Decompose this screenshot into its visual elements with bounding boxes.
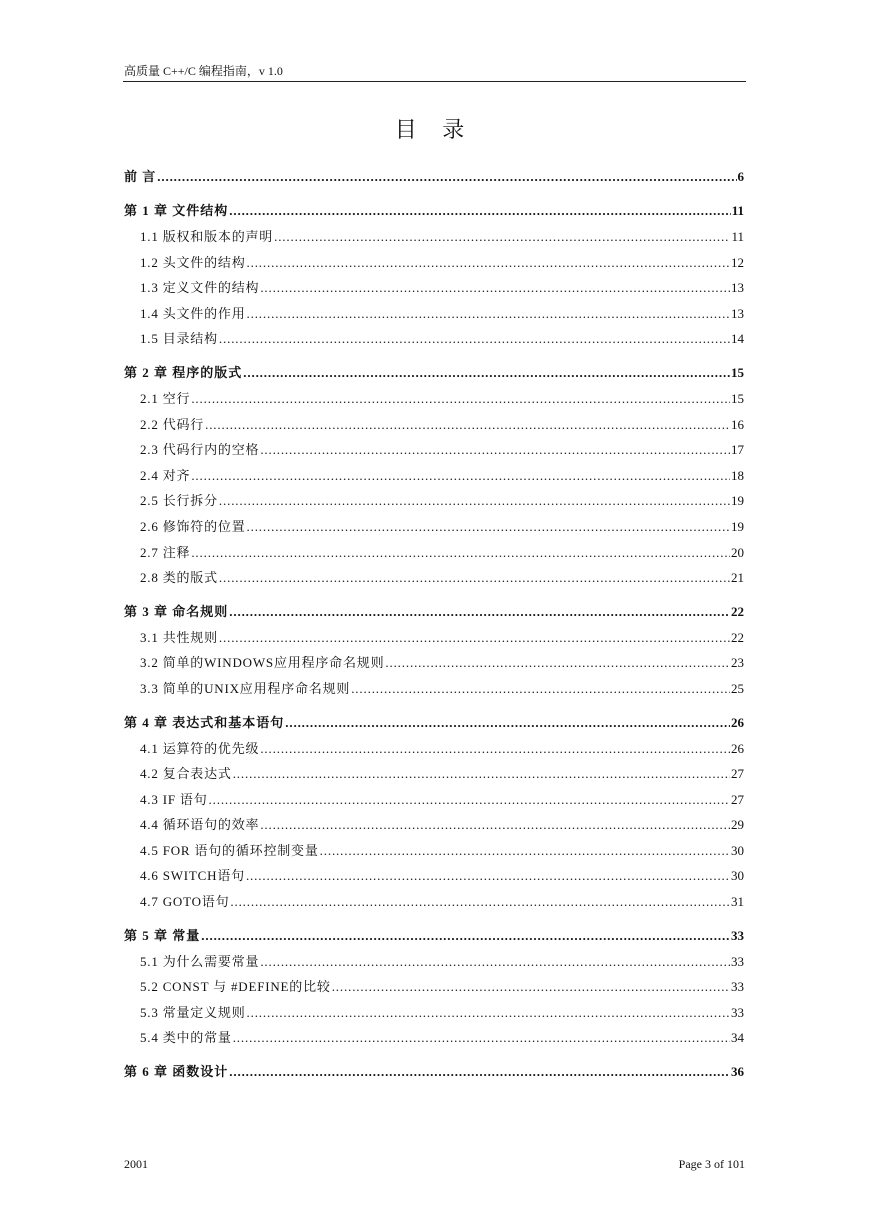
toc-section-entry[interactable] bbox=[124, 465, 744, 491]
dot-leader bbox=[260, 954, 730, 970]
toc-section-entry[interactable] bbox=[124, 891, 744, 917]
dot-leader bbox=[260, 442, 730, 458]
toc-entry-label: 3.1 共性规则 bbox=[140, 629, 218, 645]
dot-leader bbox=[243, 365, 730, 381]
toc-entry-page: 11 bbox=[731, 229, 744, 244]
toc-section-entry[interactable] bbox=[124, 303, 744, 329]
toc-chapter-entry[interactable] bbox=[124, 925, 744, 951]
toc-entry-page: 27 bbox=[731, 766, 744, 782]
dot-leader bbox=[285, 715, 730, 731]
toc-entry-label: 1.4 头文件的作用 bbox=[140, 305, 246, 321]
toc-entry-label: 4.4 循环语句的效率 bbox=[140, 817, 260, 833]
toc-entry-label: 2.8 类的版式 bbox=[140, 570, 218, 586]
toc-section-entry[interactable] bbox=[124, 1027, 744, 1053]
toc-entry-label: 4.7 GOTO语句 bbox=[140, 894, 230, 910]
header-rule bbox=[123, 81, 746, 82]
dot-leader bbox=[229, 1064, 730, 1080]
toc-chapter-entry[interactable] bbox=[124, 601, 744, 627]
toc-section-entry[interactable] bbox=[124, 490, 744, 516]
toc-entry-label: 第 2 章 程序的版式 bbox=[124, 364, 243, 380]
toc-entry-label: 2.7 注释 bbox=[140, 544, 191, 560]
toc-entry-page: 34 bbox=[731, 1030, 744, 1046]
dot-leader bbox=[351, 681, 730, 697]
toc-entry-page: 11 bbox=[731, 203, 744, 218]
toc-section-entry[interactable] bbox=[124, 252, 744, 278]
dot-leader bbox=[332, 979, 730, 995]
toc-entry-label: 第 1 章 文件结构 bbox=[124, 203, 229, 218]
toc-entry-label: 2.2 代码行 bbox=[140, 416, 205, 432]
toc-entry-page: 26 bbox=[731, 714, 744, 730]
toc-entry-page: 22 bbox=[731, 603, 744, 619]
toc-entry-label: 5.1 为什么需要常量 bbox=[140, 953, 260, 969]
toc-chapter-entry[interactable] bbox=[124, 200, 744, 226]
toc-entry-label: 4.6 SWITCH语句 bbox=[140, 868, 245, 884]
toc-section-entry[interactable] bbox=[124, 516, 744, 542]
toc-section-entry[interactable] bbox=[124, 865, 744, 891]
toc-entry-page: 25 bbox=[731, 680, 744, 696]
toc-entry-page: 30 bbox=[731, 842, 744, 858]
dot-leader bbox=[219, 493, 730, 509]
toc-entry-label: 1.1 版权和版本的声明 bbox=[140, 229, 274, 244]
toc-entry-label: 2.4 对齐 bbox=[140, 467, 191, 483]
toc-section-entry[interactable] bbox=[124, 951, 744, 977]
toc-entry-page: 14 bbox=[731, 331, 744, 347]
toc-entry-page: 27 bbox=[731, 791, 744, 807]
toc-section-entry[interactable] bbox=[124, 678, 744, 704]
toc-entry-label: 2.3 代码行内的空格 bbox=[140, 442, 260, 458]
dot-leader bbox=[219, 630, 730, 646]
toc-section-entry[interactable] bbox=[124, 439, 744, 465]
toc-entry-page: 36 bbox=[731, 1064, 744, 1080]
dot-leader bbox=[260, 741, 730, 757]
table-of-contents bbox=[124, 166, 744, 1087]
toc-section-entry[interactable] bbox=[124, 627, 744, 653]
toc-entry-label: 5.2 CONST 与 #DEFINE的比较 bbox=[140, 979, 331, 995]
dot-leader bbox=[233, 1030, 730, 1046]
dot-leader bbox=[247, 1005, 731, 1021]
toc-entry-label: 2.1 空行 bbox=[140, 390, 191, 406]
dot-leader bbox=[229, 203, 730, 219]
toc-entry-label: 5.4 类中的常量 bbox=[140, 1030, 232, 1046]
dot-leader bbox=[219, 331, 730, 347]
dot-leader bbox=[260, 817, 730, 833]
toc-entry-page: 29 bbox=[731, 817, 744, 833]
toc-entry-page: 18 bbox=[731, 467, 744, 483]
dot-leader bbox=[191, 391, 730, 407]
toc-entry-label: 第 4 章 表达式和基本语句 bbox=[124, 714, 285, 730]
toc-entry-label: 4.2 复合表达式 bbox=[140, 766, 232, 782]
dot-leader bbox=[219, 570, 730, 586]
dot-leader bbox=[205, 417, 730, 433]
toc-section-entry[interactable] bbox=[124, 388, 744, 414]
toc-entry-page: 20 bbox=[731, 544, 744, 560]
dot-leader bbox=[247, 306, 731, 322]
toc-entry-label: 1.3 定义文件的结构 bbox=[140, 280, 260, 296]
toc-section-entry[interactable] bbox=[124, 567, 744, 593]
toc-entry-page: 33 bbox=[731, 1004, 744, 1020]
footer-year: 2001 bbox=[124, 1157, 148, 1171]
toc-entry-page: 15 bbox=[731, 390, 744, 406]
toc-entry-label: 1.5 目录结构 bbox=[140, 331, 218, 347]
toc-chapter-entry[interactable] bbox=[124, 362, 744, 388]
dot-leader bbox=[233, 766, 730, 782]
toc-entry-label: 前 言 bbox=[124, 169, 157, 184]
toc-section-entry[interactable] bbox=[124, 738, 744, 764]
toc-section-entry[interactable] bbox=[124, 328, 744, 354]
dot-leader bbox=[229, 604, 730, 620]
footer-page-number: Page 3 of 101 bbox=[678, 1157, 745, 1171]
toc-section-entry[interactable] bbox=[124, 763, 744, 789]
toc-section-entry[interactable] bbox=[124, 814, 744, 840]
toc-section-entry[interactable] bbox=[124, 226, 744, 252]
toc-entry-label: 3.3 简单的UNIX应用程序命名规则 bbox=[140, 680, 351, 696]
toc-entry-page: 17 bbox=[731, 442, 744, 458]
toc-entry-page: 19 bbox=[731, 493, 744, 509]
toc-entry-label: 2.5 长行拆分 bbox=[140, 493, 218, 509]
toc-entry-page: 16 bbox=[731, 416, 744, 432]
toc-entry-page: 12 bbox=[731, 254, 744, 270]
dot-leader bbox=[209, 792, 730, 808]
dot-leader bbox=[191, 545, 730, 561]
toc-entry-label: 1.2 头文件的结构 bbox=[140, 254, 246, 270]
toc-chapter-entry[interactable] bbox=[124, 712, 744, 738]
dot-leader bbox=[247, 519, 731, 535]
toc-entry-label: 第 6 章 函数设计 bbox=[124, 1064, 229, 1080]
toc-section-entry[interactable] bbox=[124, 652, 744, 678]
toc-entry-page: 33 bbox=[731, 927, 744, 943]
toc-entry-label: 4.5 FOR 语句的循环控制变量 bbox=[140, 842, 319, 858]
dot-leader bbox=[260, 280, 730, 296]
toc-entry-page: 13 bbox=[731, 305, 744, 321]
toc-entry-page: 15 bbox=[731, 364, 744, 380]
dot-leader bbox=[274, 229, 730, 245]
toc-entry-page: 22 bbox=[731, 629, 744, 645]
toc-entry-label: 4.3 IF 语句 bbox=[140, 791, 208, 807]
dot-leader bbox=[247, 255, 731, 271]
dot-leader bbox=[191, 468, 730, 484]
toc-entry-page: 13 bbox=[731, 280, 744, 296]
dot-leader bbox=[385, 655, 730, 671]
toc-chapter-entry[interactable] bbox=[124, 166, 744, 192]
toc-entry-page: 6 bbox=[737, 169, 744, 184]
toc-entry-page: 30 bbox=[731, 868, 744, 884]
toc-entry-page: 33 bbox=[731, 953, 744, 969]
toc-section-entry[interactable] bbox=[124, 542, 744, 568]
dot-leader bbox=[320, 843, 730, 859]
toc-entry-page: 26 bbox=[731, 740, 744, 756]
toc-entry-label: 第 5 章 常量 bbox=[124, 927, 201, 943]
toc-section-entry[interactable] bbox=[124, 277, 744, 303]
toc-entry-label: 5.3 常量定义规则 bbox=[140, 1004, 246, 1020]
toc-section-entry[interactable] bbox=[124, 1002, 744, 1028]
running-header: 高质量 C++/C 编程指南，v 1.0 bbox=[124, 64, 283, 78]
toc-entry-page: 19 bbox=[731, 518, 744, 534]
toc-entry-page: 33 bbox=[731, 979, 744, 995]
toc-chapter-entry[interactable] bbox=[124, 1061, 744, 1087]
toc-section-entry[interactable] bbox=[124, 789, 744, 815]
toc-entry-page: 31 bbox=[731, 894, 744, 910]
dot-leader bbox=[201, 928, 730, 944]
dot-leader bbox=[246, 868, 730, 884]
dot-leader bbox=[230, 894, 730, 910]
dot-leader bbox=[157, 169, 736, 185]
toc-title: 目 录 bbox=[394, 117, 475, 142]
toc-section-entry[interactable] bbox=[124, 976, 744, 1002]
toc-entry-label: 2.6 修饰符的位置 bbox=[140, 518, 246, 534]
toc-entry-label: 4.1 运算符的优先级 bbox=[140, 740, 260, 756]
toc-section-entry[interactable] bbox=[124, 840, 744, 866]
toc-entry-page: 23 bbox=[731, 655, 744, 671]
toc-entry-page: 21 bbox=[731, 570, 744, 586]
toc-entry-label: 第 3 章 命名规则 bbox=[124, 603, 229, 619]
toc-entry-label: 3.2 简单的WINDOWS应用程序命名规则 bbox=[140, 655, 385, 671]
toc-section-entry[interactable] bbox=[124, 414, 744, 440]
